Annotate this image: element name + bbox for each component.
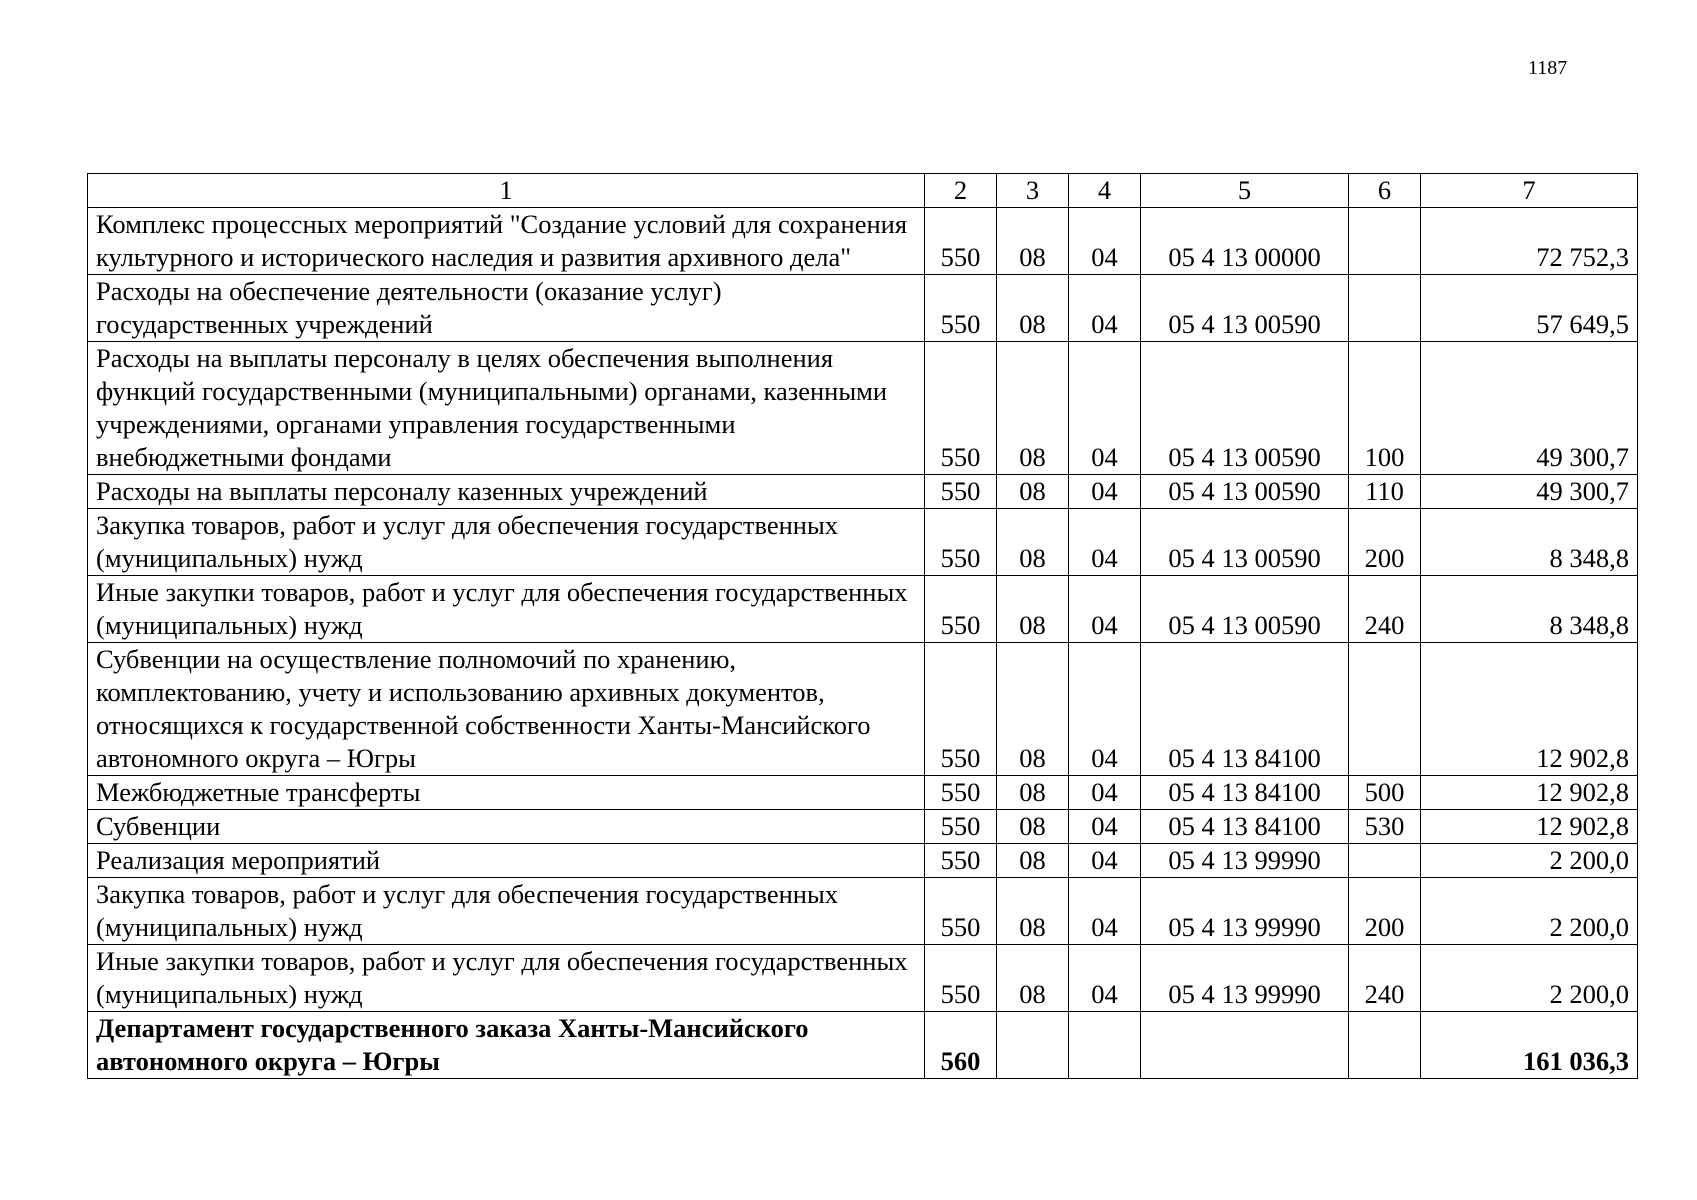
row-subsection-cell: 04 [1069, 208, 1141, 275]
row-target-article-cell: 05 4 13 00590 [1141, 275, 1349, 342]
header-cell-3: 3 [997, 174, 1069, 208]
row-expense-type-cell: 200 [1349, 878, 1421, 945]
row-name-cell: Расходы на обеспечение деятельности (оказание услуг) государственных учреждений [88, 275, 925, 342]
row-code-cell: 550 [925, 475, 997, 509]
table-row [88, 576, 1638, 643]
row-section-cell: 08 [997, 810, 1069, 844]
row-name-cell: Субвенции [88, 810, 925, 844]
row-target-article-cell: 05 4 13 99990 [1141, 844, 1349, 878]
row-section-cell: 08 [997, 275, 1069, 342]
row-section-cell: 08 [997, 643, 1069, 776]
header-row [88, 174, 1638, 208]
header-cell-1: 1 [88, 174, 925, 208]
header-cell-2: 2 [925, 174, 997, 208]
row-name-cell: Иные закупки товаров, работ и услуг для обеспечения государственных (муниципальных) нужд [88, 576, 925, 643]
row-code-cell: 550 [925, 342, 997, 475]
row-code-cell: 560 [925, 1012, 997, 1079]
row-expense-type-cell: 500 [1349, 776, 1421, 810]
row-subsection-cell: 04 [1069, 643, 1141, 776]
row-section-cell: 08 [997, 844, 1069, 878]
row-section-cell: 08 [997, 342, 1069, 475]
row-expense-type-cell: 240 [1349, 576, 1421, 643]
row-amount-cell: 2 200,0 [1421, 844, 1638, 878]
row-subsection-cell: 04 [1069, 776, 1141, 810]
row-subsection-cell: 04 [1069, 475, 1141, 509]
row-expense-type-cell [1349, 208, 1421, 275]
row-section-cell: 08 [997, 945, 1069, 1012]
row-amount-cell: 2 200,0 [1421, 878, 1638, 945]
row-target-article-cell: 05 4 13 00590 [1141, 342, 1349, 475]
row-expense-type-cell: 240 [1349, 945, 1421, 1012]
row-expense-type-cell [1349, 275, 1421, 342]
row-name-cell: Межбюджетные трансферты [88, 776, 925, 810]
row-expense-type-cell [1349, 1012, 1421, 1079]
row-expense-type-cell [1349, 844, 1421, 878]
row-code-cell: 550 [925, 878, 997, 945]
row-name-cell: Комплекс процессных мероприятий "Создание условий для сохранения культурного и исторического наследия и развития архивного дела" [88, 208, 925, 275]
row-code-cell: 550 [925, 208, 997, 275]
row-amount-cell: 57 649,5 [1421, 275, 1638, 342]
table-row [88, 208, 1638, 275]
row-target-article-cell: 05 4 13 00590 [1141, 475, 1349, 509]
row-section-cell: 08 [997, 509, 1069, 576]
row-code-cell: 550 [925, 576, 997, 643]
row-amount-cell: 49 300,7 [1421, 475, 1638, 509]
row-target-article-cell: 05 4 13 00590 [1141, 509, 1349, 576]
row-amount-cell: 72 752,3 [1421, 208, 1638, 275]
row-subsection-cell: 04 [1069, 576, 1141, 643]
row-code-cell: 550 [925, 945, 997, 1012]
row-code-cell: 550 [925, 509, 997, 576]
row-amount-cell: 49 300,7 [1421, 342, 1638, 475]
row-amount-cell: 8 348,8 [1421, 576, 1638, 643]
row-name-cell: Расходы на выплаты персоналу в целях обеспечения выполнения функций государственными (муниципальными) органами, казенными учреждениями, органами управления государственными внебюджетными фондами [88, 342, 925, 475]
table-row [88, 342, 1638, 475]
row-expense-type-cell [1349, 643, 1421, 776]
table-row [88, 475, 1638, 509]
row-section-cell: 08 [997, 878, 1069, 945]
row-subsection-cell: 04 [1069, 342, 1141, 475]
row-expense-type-cell: 100 [1349, 342, 1421, 475]
row-amount-cell: 12 902,8 [1421, 776, 1638, 810]
row-amount-cell: 12 902,8 [1421, 643, 1638, 776]
row-code-cell: 550 [925, 810, 997, 844]
row-section-cell [997, 1012, 1069, 1079]
header-cell-4: 4 [1069, 174, 1141, 208]
table-row [88, 945, 1638, 1012]
row-expense-type-cell: 110 [1349, 475, 1421, 509]
row-subsection-cell: 04 [1069, 945, 1141, 1012]
row-subsection-cell: 04 [1069, 878, 1141, 945]
header-cell-5: 5 [1141, 174, 1349, 208]
row-section-cell: 08 [997, 475, 1069, 509]
row-name-cell: Реализация мероприятий [88, 844, 925, 878]
row-target-article-cell: 05 4 13 84100 [1141, 643, 1349, 776]
table-row [88, 643, 1638, 776]
header-cell-6: 6 [1349, 174, 1421, 208]
row-subsection-cell: 04 [1069, 844, 1141, 878]
table-row [88, 878, 1638, 945]
row-name-cell: Расходы на выплаты персоналу казенных учреждений [88, 475, 925, 509]
row-target-article-cell: 05 4 13 00000 [1141, 208, 1349, 275]
row-section-cell: 08 [997, 776, 1069, 810]
row-subsection-cell: 04 [1069, 275, 1141, 342]
row-code-cell: 550 [925, 776, 997, 810]
table-row [88, 509, 1638, 576]
page-number: 1187 [1528, 57, 1568, 79]
budget-table [87, 173, 1638, 1079]
table-row [88, 776, 1638, 810]
row-subsection-cell: 04 [1069, 810, 1141, 844]
row-target-article-cell: 05 4 13 00590 [1141, 576, 1349, 643]
row-name-cell: Субвенции на осуществление полномочий по хранению, комплектованию, учету и использованию архивных документов, относящихся к государственной собственности Ханты-Мансийского автономного округа – Югры [88, 643, 925, 776]
row-code-cell: 550 [925, 844, 997, 878]
row-target-article-cell: 05 4 13 84100 [1141, 776, 1349, 810]
header-cell-7: 7 [1421, 174, 1638, 208]
row-amount-cell: 2 200,0 [1421, 945, 1638, 1012]
table-row [88, 1012, 1638, 1079]
row-target-article-cell [1141, 1012, 1349, 1079]
row-name-cell: Департамент государственного заказа Ханты-Мансийского автономного округа – Югры [88, 1012, 925, 1079]
row-amount-cell: 8 348,8 [1421, 509, 1638, 576]
table-row [88, 810, 1638, 844]
row-section-cell: 08 [997, 576, 1069, 643]
row-code-cell: 550 [925, 275, 997, 342]
row-name-cell: Иные закупки товаров, работ и услуг для обеспечения государственных (муниципальных) нужд [88, 945, 925, 1012]
table-row [88, 844, 1638, 878]
row-code-cell: 550 [925, 643, 997, 776]
table-row [88, 275, 1638, 342]
row-amount-cell: 12 902,8 [1421, 810, 1638, 844]
row-amount-cell: 161 036,3 [1421, 1012, 1638, 1079]
row-target-article-cell: 05 4 13 99990 [1141, 945, 1349, 1012]
row-subsection-cell: 04 [1069, 509, 1141, 576]
row-name-cell: Закупка товаров, работ и услуг для обеспечения государственных (муниципальных) нужд [88, 878, 925, 945]
table-body [88, 174, 1638, 1079]
row-expense-type-cell: 200 [1349, 509, 1421, 576]
row-subsection-cell [1069, 1012, 1141, 1079]
row-expense-type-cell: 530 [1349, 810, 1421, 844]
row-target-article-cell: 05 4 13 84100 [1141, 810, 1349, 844]
row-section-cell: 08 [997, 208, 1069, 275]
row-target-article-cell: 05 4 13 99990 [1141, 878, 1349, 945]
row-name-cell: Закупка товаров, работ и услуг для обеспечения государственных (муниципальных) нужд [88, 509, 925, 576]
